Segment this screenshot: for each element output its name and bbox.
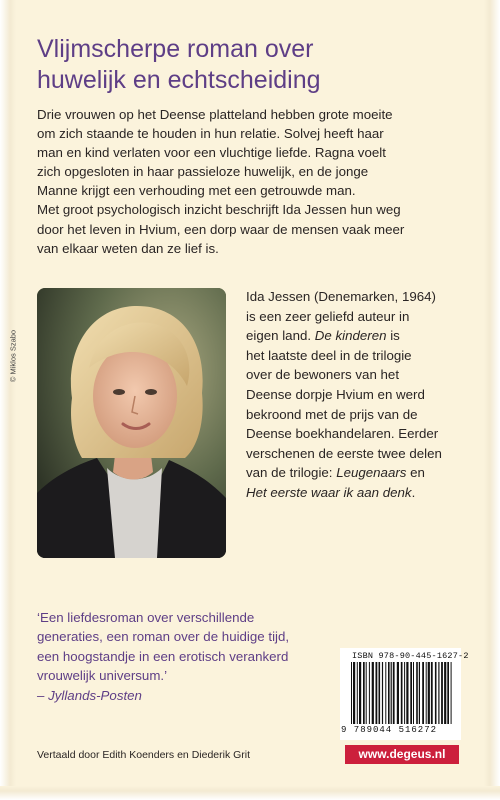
barcode-bar bbox=[393, 662, 395, 724]
barcode-bar bbox=[438, 662, 439, 724]
bio-line: is een zeer geliefd auteur in bbox=[246, 308, 410, 324]
barcode-bar bbox=[404, 662, 405, 724]
bio-line: verschenen de eerste twee delen bbox=[246, 445, 442, 461]
blurb-line: zich opgesloten in haar passieloze huwelijk, en de jonge bbox=[37, 164, 369, 180]
blurb-line: van elkaar weten dan ze lief is. bbox=[37, 240, 219, 256]
barcode-bar bbox=[416, 662, 418, 724]
blurb-line: Met groot psychologisch inzicht beschrijft Ida Jessen hun weg bbox=[37, 202, 401, 218]
barcode-bar bbox=[369, 662, 370, 724]
barcode-bar bbox=[382, 662, 383, 724]
bio-line: bekroond met de prijs van de bbox=[246, 406, 418, 422]
barcode-bar bbox=[353, 662, 355, 724]
book-title: Het eerste waar ik aan denk bbox=[246, 484, 412, 500]
barcode-bar bbox=[385, 662, 386, 724]
barcode-bar bbox=[447, 662, 449, 724]
blurb-line: Drie vrouwen op het Deense platteland hebben grote moeite bbox=[37, 107, 393, 122]
blurb-line: door het leven in Hvium, een dorp waar de mensen vaak meer bbox=[37, 221, 405, 237]
quote-source: – Jyllands-Posten bbox=[37, 687, 142, 703]
bio-line: over de bewoners van het bbox=[246, 367, 400, 383]
photo-credit: © Miklos Szabo bbox=[8, 329, 18, 383]
translator-credit: Vertaald door Edith Koenders en Diederik Grit bbox=[37, 749, 251, 761]
barcode-bar bbox=[359, 662, 361, 724]
barcode-bar bbox=[357, 662, 358, 724]
barcode-bar bbox=[397, 662, 399, 724]
bio-line bbox=[246, 463, 486, 483]
author-portrait-icon bbox=[37, 288, 226, 558]
quote-line: een hoogstandje in een erotisch verankerd bbox=[37, 648, 289, 664]
barcode-bar bbox=[379, 662, 381, 724]
author-bio bbox=[246, 287, 486, 503]
cover-edge-bottom bbox=[0, 786, 500, 800]
barcode-bar bbox=[376, 662, 378, 724]
quote-line: ‘Een liefdesroman over verschillende bbox=[37, 610, 255, 625]
barcode-bar bbox=[441, 662, 443, 724]
barcode-bar bbox=[419, 662, 420, 724]
publisher-url[interactable]: www.degeus.nl bbox=[345, 745, 459, 764]
barcode-bar bbox=[366, 662, 367, 724]
barcode-bar bbox=[406, 662, 408, 724]
barcode-bar bbox=[363, 662, 365, 724]
bio-text: eigen land. bbox=[246, 328, 312, 344]
cover-edge-left bbox=[0, 0, 16, 800]
blurb-line: om zich staande te houden in hun relatie. Solvej heeft haar bbox=[37, 126, 384, 142]
barcode-bar bbox=[444, 662, 446, 724]
barcode-bar bbox=[451, 662, 452, 724]
bio-line bbox=[246, 483, 486, 503]
quote-line: generaties, een roman over de huidige tijd, bbox=[37, 629, 290, 645]
bio-line: Deense dorpje Hvium en werd bbox=[246, 386, 425, 402]
barcode-bar bbox=[431, 662, 433, 724]
press-quote bbox=[37, 608, 337, 705]
headline-line: huwelijk en echtscheiding bbox=[37, 66, 321, 94]
barcode-bar bbox=[401, 662, 403, 724]
barcode-bar bbox=[372, 662, 374, 724]
barcode-bar bbox=[426, 662, 427, 724]
book-title: Leugenaars bbox=[336, 465, 407, 481]
barcode-bar bbox=[391, 662, 392, 724]
book-title: De kinderen bbox=[314, 328, 387, 344]
bio-text: is bbox=[390, 328, 400, 344]
barcode-bar bbox=[428, 662, 430, 724]
quote-line: vrouwelijk universum.’ bbox=[37, 668, 168, 684]
bio-line bbox=[246, 326, 486, 346]
bio-line: Deense boekhandelaren. Eerder bbox=[246, 426, 439, 442]
bio-text: en bbox=[410, 465, 425, 481]
barcode-digits: 9 789044 516272 bbox=[341, 725, 461, 735]
bio-line: het laatste deel in de trilogie bbox=[246, 347, 412, 363]
barcode-bar bbox=[422, 662, 424, 724]
headline bbox=[37, 34, 477, 96]
blurb-line: Manne krijgt een verhouding met een getrouwde man. bbox=[37, 183, 356, 199]
bio-text: van de trilogie: bbox=[246, 465, 333, 481]
barcode-bar bbox=[388, 662, 390, 724]
barcode-bars bbox=[349, 662, 453, 724]
barcode-bar bbox=[410, 662, 412, 724]
author-photo bbox=[37, 288, 226, 558]
barcode-bar bbox=[413, 662, 414, 724]
barcode-bar bbox=[351, 662, 352, 724]
blurb bbox=[37, 105, 487, 258]
headline-line: Vlijmscherpe roman over bbox=[37, 35, 314, 63]
bio-text: . bbox=[411, 484, 416, 500]
blurb-line: man en kind verlaten voor een vluchtige liefde. Ragna voelt bbox=[37, 145, 386, 161]
isbn-label: ISBN 978-90-445-1627-2 bbox=[352, 651, 469, 661]
bio-line: Ida Jessen (Denemarken, 1964) bbox=[246, 289, 436, 304]
barcode-bar bbox=[435, 662, 437, 724]
